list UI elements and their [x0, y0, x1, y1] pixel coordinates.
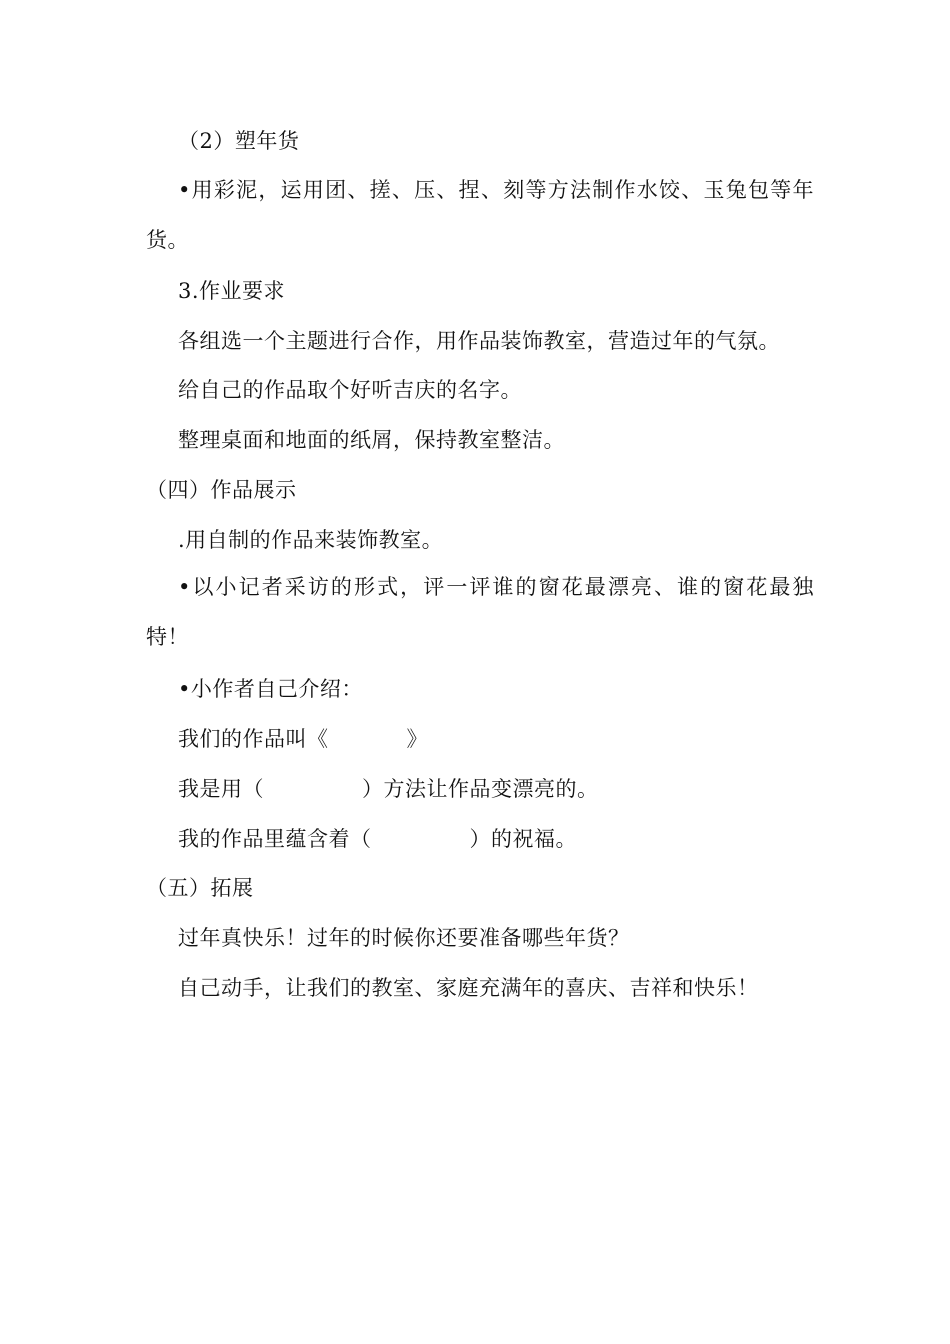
- subheading-homework-requirements: 3.作业要求: [178, 279, 286, 303]
- paragraph-decorate-classroom: .用自制的作品来装饰教室。: [178, 528, 444, 552]
- heading-work-display: （四）作品展示: [146, 478, 297, 502]
- paragraph-blessing: [178, 825, 577, 853]
- paragraph-group-theme: 各组选一个主题进行合作，用作品装饰教室，营造过年的气氛。: [178, 329, 780, 353]
- paragraph-new-year-goods: 过年真快乐！过年的时候你还要准备哪些年货？: [178, 926, 630, 950]
- paragraph-reporter-interview: •以小记者采访的形式，评一评谁的窗花最漂亮、谁的窗花最独特！: [146, 575, 814, 649]
- paragraph-self-introduction: •小作者自己介绍：: [178, 677, 363, 701]
- paragraph-clay-method: •用彩泥，运用团、搓、压、捏、刻等方法制作水饺、玉兔包等年货。: [146, 178, 814, 252]
- paragraph-clean-up: 整理桌面和地面的纸屑，保持教室整洁。: [178, 428, 565, 452]
- work-name-prefix: 我们的作品叫《: [178, 727, 329, 751]
- work-name-suffix: 》: [406, 727, 428, 751]
- method-suffix: ）方法让作品变漂亮的。: [362, 777, 599, 801]
- paragraph-name-work: 给自己的作品取个好听吉庆的名字。: [178, 378, 522, 402]
- paragraph-diy-celebration: 自己动手，让我们的教室、家庭充满年的喜庆、吉祥和快乐！: [178, 976, 759, 1000]
- heading-extension: （五）拓展: [146, 876, 254, 900]
- method-prefix: 我是用（: [178, 777, 264, 801]
- subheading-sculpt-goods: （2）塑年货: [178, 129, 300, 153]
- paragraph-method-used: [178, 775, 599, 803]
- paragraph-work-name: [178, 725, 428, 753]
- blessing-prefix: 我的作品里蕴含着（: [178, 827, 372, 851]
- blessing-suffix: ）的祝福。: [469, 827, 577, 851]
